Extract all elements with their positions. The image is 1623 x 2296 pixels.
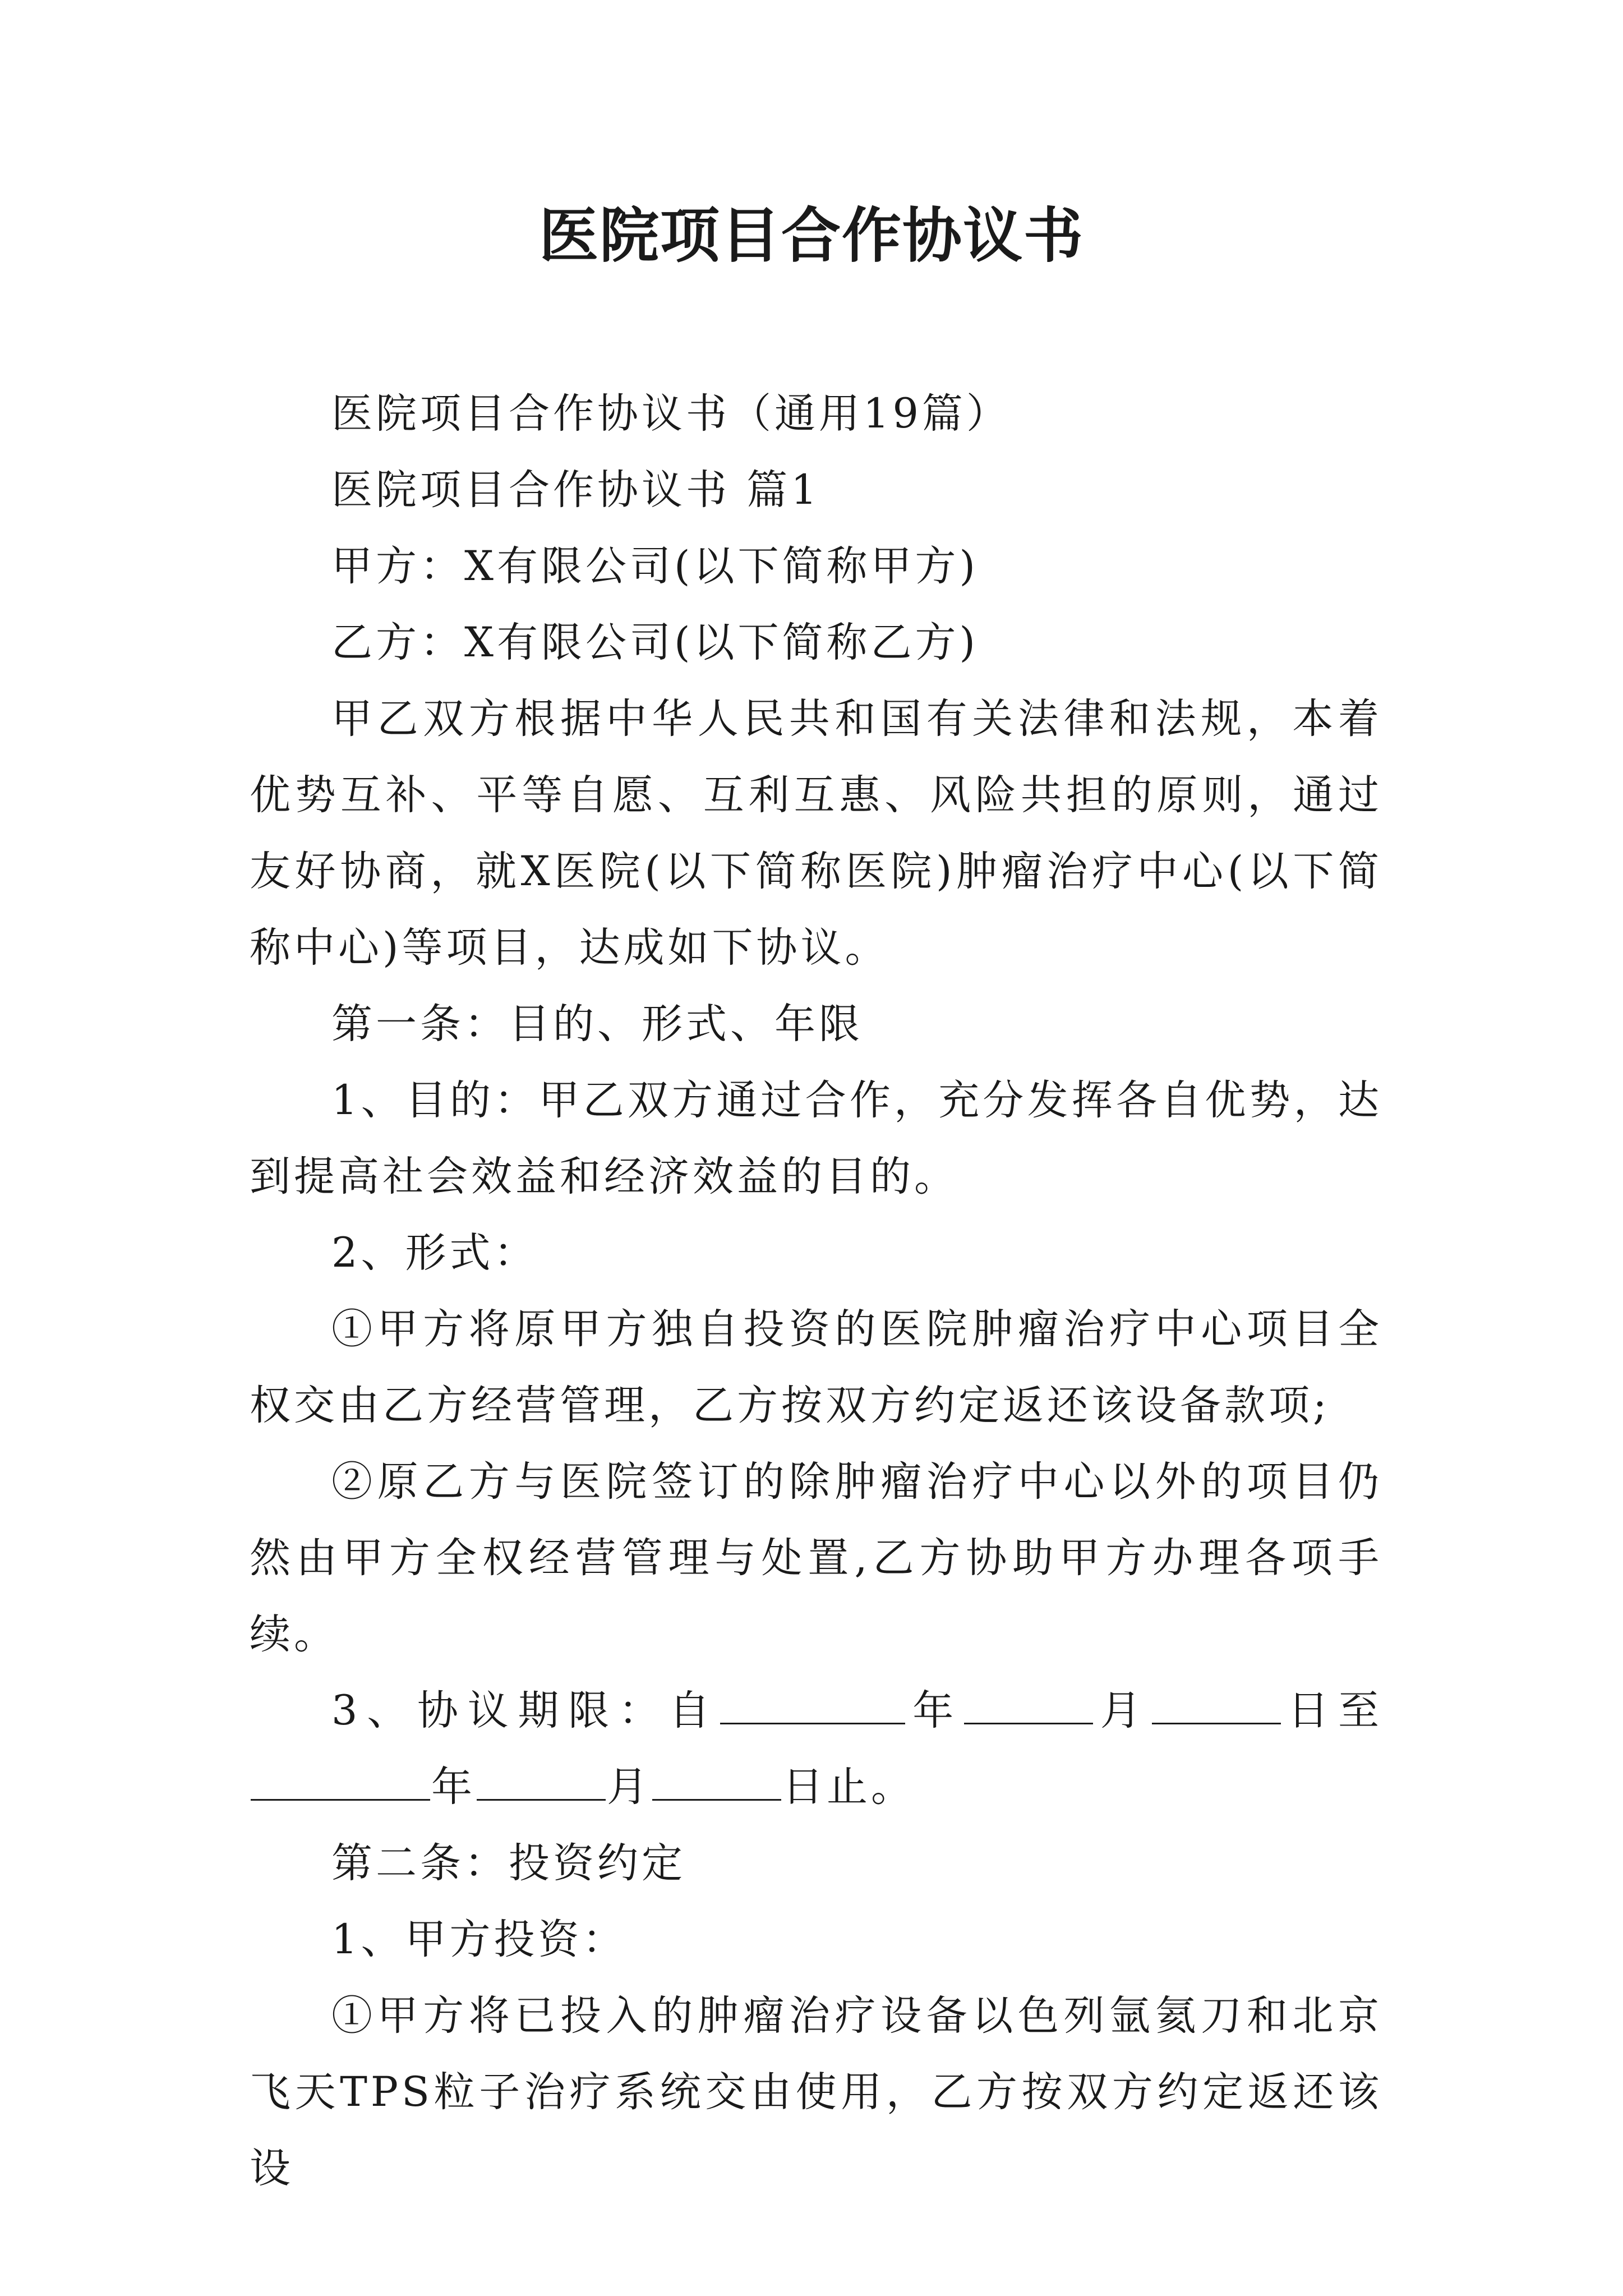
- term-end-month-label: 月: [607, 1763, 651, 1811]
- blank-start-day: [1152, 1683, 1281, 1724]
- investment-item-1: ①甲方将已投入的肿瘤治疗设备以色列氩氦刀和北京飞天TPS粒子治疗系统交由使用，乙方按双方约定返还该设: [250, 1992, 1382, 2192]
- term-year-label: 年: [906, 1687, 963, 1734]
- blank-start-month: [964, 1683, 1093, 1724]
- term-end-label: 日止。: [782, 1763, 915, 1811]
- form-item-2: ②原乙方与医院签订的除肿瘤治疗中心以外的项目仍然由甲方全权经营管理与处置,乙方协助甲方办理各项手续。: [250, 1458, 1382, 1658]
- party-a: 甲方：X有限公司(以下简称甲方): [331, 542, 979, 590]
- form-item-1: ①甲方将原甲方独自投资的医院肿瘤治疗中心项目全权交由乙方经营管理，乙方按双方约定返还该设备款项;: [250, 1305, 1382, 1429]
- investment-heading: 1、甲方投资：: [331, 1916, 627, 1963]
- term-paragraph: [250, 1673, 1382, 1825]
- party-b: 乙方：X有限公司(以下简称乙方): [331, 619, 979, 666]
- section-heading: 医院项目合作协议书 篇1: [331, 466, 820, 514]
- blank-end-year: [251, 1760, 430, 1801]
- term-month-label: 月: [1094, 1687, 1151, 1734]
- term-day-to-label: 日至: [1281, 1687, 1383, 1734]
- blank-start-year: [720, 1683, 905, 1724]
- document-title: 医院项目合作协议书: [539, 200, 1084, 270]
- blank-end-month: [477, 1760, 606, 1801]
- document-body: [250, 376, 1382, 2207]
- subtitle: 医院项目合作协议书（通用19篇）: [331, 390, 1011, 438]
- article1-heading: 第一条：目的、形式、年限: [331, 1000, 863, 1048]
- article2-heading: 第二条：投资约定: [331, 1839, 686, 1887]
- purpose-paragraph: 1、目的：甲乙双方通过合作，充分发挥各自优势，达到提高社会效益和经济效益的目的。: [250, 1076, 1382, 1200]
- term-end-year-label: 年: [431, 1763, 476, 1811]
- blank-end-day: [652, 1760, 781, 1801]
- form-heading: 2、形式：: [331, 1229, 538, 1277]
- term-prefix: 3、协议期限：自: [331, 1687, 720, 1734]
- intro-paragraph: 甲乙双方根据中华人民共和国有关法律和法规，本着优势互补、平等自愿、互利互惠、风险共担的原则，通过友好协商，就X医院(以下简称医院)肿瘤治疗中心(以下简称中心)等项目，达成如下协议。: [250, 695, 1382, 972]
